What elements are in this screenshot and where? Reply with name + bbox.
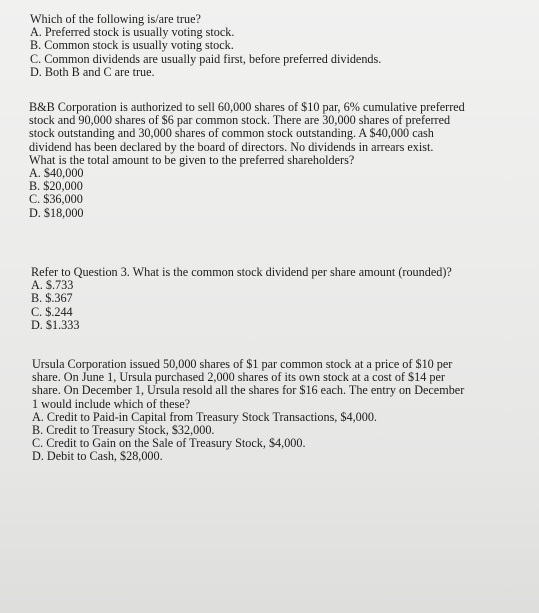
question-4-option-c: C. Credit to Gain on the Sale of Treasury Stock, $4,000.	[32, 436, 306, 451]
question-1-option-c: C. Common dividends are usually paid first, before preferred dividends.	[30, 51, 382, 66]
question-4-stem-line: share. On December 1, Ursula resold all the shares for $16 each. The entry on December	[32, 383, 465, 398]
question-3-stem: Refer to Question 3. What is the common stock dividend per share amount (rounded)?	[31, 265, 452, 279]
question-2-stem-line: B&B Corporation is authorized to sell 60,000 shares of $10 par, 6% cumulative preferred	[29, 100, 465, 114]
question-1-option-a: A. Preferred stock is usually voting stock.	[30, 25, 235, 40]
question-4-option-d: D. Debit to Cash, $28,000.	[32, 449, 163, 464]
question-3-option-b: B. $.367	[31, 291, 73, 306]
question-2-option-d: D. $18,000	[29, 205, 84, 220]
question-4-stem-line: Ursula Corporation issued 50,000 shares of $1 par common stock at a price of $10 per	[32, 357, 453, 371]
question-2	[29, 101, 529, 220]
question-3-option-d: D. $1.333	[31, 317, 80, 332]
question-2-stem-line: stock outstanding and 30,000 shares of common stock outstanding. A $40,000 cash	[29, 126, 434, 141]
question-3	[31, 266, 531, 332]
question-2-stem-line: stock and 90,000 shares of $6 par common stock. There are 30,000 shares of preferred	[29, 113, 451, 128]
question-2-option-a: A. $40,000	[29, 166, 84, 181]
question-3-option-c: C. $.244	[31, 304, 73, 319]
question-4-option-a: A. Credit to Paid-in Capital from Treasury Stock Transactions, $4,000.	[32, 409, 377, 424]
question-2-option-b: B. $20,000	[29, 179, 83, 194]
question-1-stem: Which of the following is/are true?	[30, 12, 201, 26]
question-4-stem-line: 1 would include which of these?	[32, 396, 191, 411]
question-2-stem-line: dividend has been declared by the board of directors. No dividends in arrears exist.	[29, 139, 434, 154]
question-3-option-a: A. $.733	[31, 278, 74, 293]
question-2-option-c: C. $36,000	[29, 192, 83, 207]
question-1-option-d: D. Both B and C are true.	[30, 64, 155, 79]
question-1-option-b: B. Common stock is usually voting stock.	[30, 38, 234, 53]
question-4-option-b: B. Credit to Treasury Stock, $32,000.	[32, 423, 215, 438]
question-4	[32, 358, 532, 464]
question-4-stem-line: share. On June 1, Ursula purchased 2,000 shares of its own stock at a cost of $14 per	[32, 370, 445, 385]
question-1	[30, 13, 530, 79]
question-2-stem-line: What is the total amount to be given to the preferred shareholders?	[29, 152, 355, 167]
